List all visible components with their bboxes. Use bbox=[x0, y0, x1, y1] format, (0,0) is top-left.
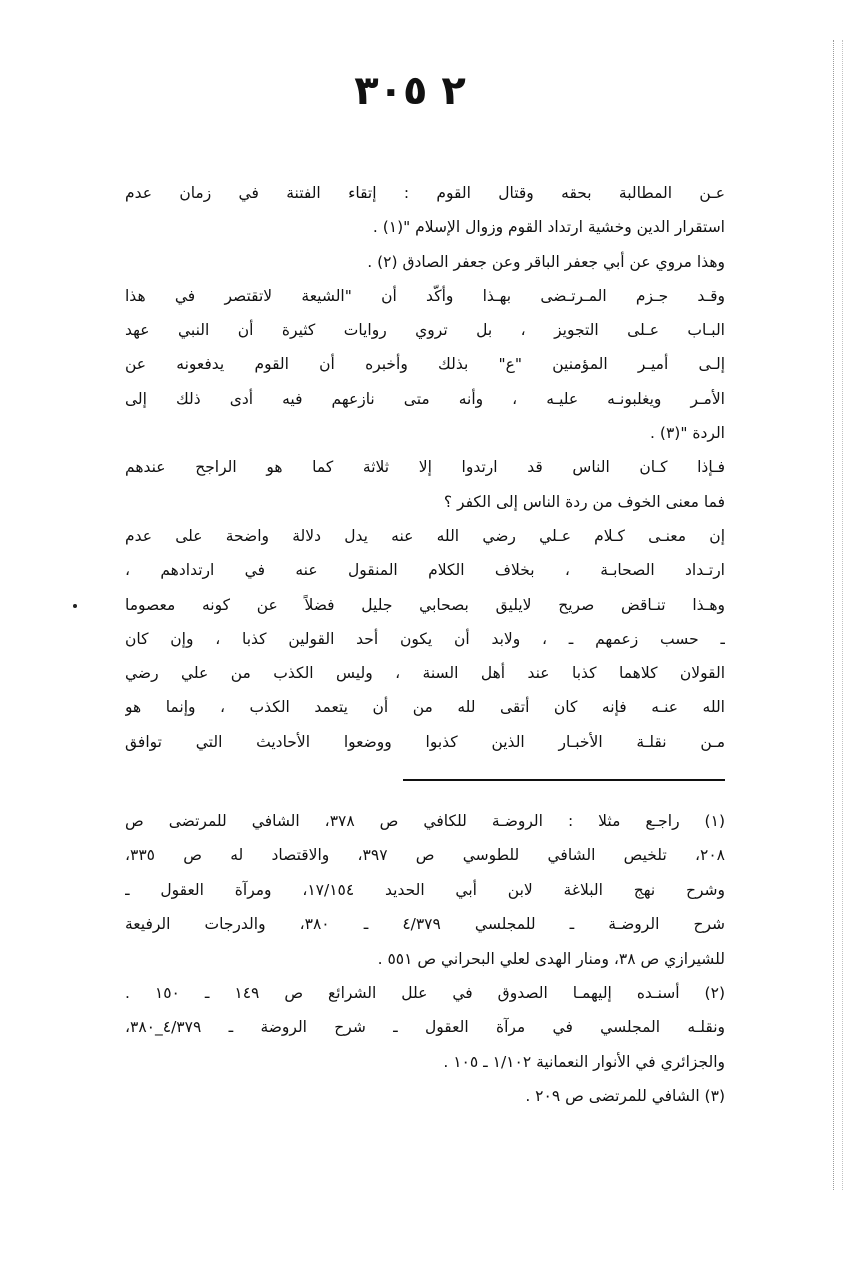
footnote-line: (٣) الشافي للمرتضى ص ٢٠٩ . bbox=[525, 1087, 725, 1106]
body-line: عـن المطالبة بحقه وقتال القوم : إتقاء الفتنة في زمان عدم bbox=[125, 184, 725, 202]
body-line: إن معنـى كـلام عـلي رضي الله عنه يدل دلالة واضحة على عدم bbox=[125, 526, 725, 545]
body-line: وقـد جـزم المـرتـضى بهـذا وأكّد أن "الشيعة لاتقتصر في هذا bbox=[125, 286, 725, 305]
body-line: مـن نقلـة الأخبـار الذين كذبوا ووضعوا الأحاديث التي توافق bbox=[125, 732, 725, 751]
page-number: ٢ ٣٠٥ bbox=[354, 68, 466, 114]
footnote-separator bbox=[403, 779, 725, 781]
footnote-line: للشيرازي ص ٣٨، ومنار الهدى لعلي البحراني ص ٥٥١ . bbox=[377, 949, 725, 968]
body-line: ارتـداد الصحابـة ، بخلاف الكلام المنقول عنه في ارتدادهم ، bbox=[125, 561, 725, 580]
body-line: القولان كلاهما كذبا عند أهل السنة ، وليس الكذب من علي رضي bbox=[125, 664, 725, 683]
footnote-line: ٢٠٨، تلخيص الشافي للطوسي ص ٣٩٧، والاقتصاد له ص ٣٣٥، bbox=[125, 846, 725, 865]
body-line: فـإذا كـان الناس قد ارتدوا إلا ثلاثة كما هو الراجح عندهم bbox=[125, 458, 725, 477]
body-line: إلـى أميـر المؤمنين "ع" بذلك وأخبره أن القوم يدفعونه عن bbox=[125, 355, 725, 374]
body-line: وهـذا تنـاقض صريح لايليق بصحابي جليل فضلاً عن كونه معصوما bbox=[125, 595, 725, 614]
footnote-line: (٢) أسنـده إليهمـا الصدوق في علل الشرائع ص ١٤٩ ـ ١٥٠ . bbox=[125, 983, 725, 1002]
footnote-line: (١) راجـع مثلا : الروضـة للكافي ص ٣٧٨، الشافي للمرتضى ص bbox=[125, 812, 725, 830]
body-line: الأمـر ويغلبونـه عليـه ، وأنه متى نازعهم فيه أدى ذلك إلى bbox=[125, 389, 725, 408]
body-line: ـ حسب زعمهم ـ ، ولابد أن يكون أحد القولين كذبا ، وإن كان bbox=[125, 629, 725, 648]
footnotes bbox=[125, 804, 725, 1114]
body-line: الردة "(٣) . bbox=[650, 424, 725, 443]
body-line: الله عنـه فإنه كان أتقى لله من أن يتعمد الكذب ، وإنما هو bbox=[125, 698, 725, 717]
body-line: فما معنى الخوف من ردة الناس إلى الكفر ؟ bbox=[443, 492, 725, 511]
footnote-line: ونقلـه المجلسي في مرآة العقول ـ شرح الروضة ـ ٤/٣٧٩_٣٨٠، bbox=[125, 1018, 725, 1037]
footnote-line: والجزائري في الأنوار النعمانية ١/١٠٢ ـ ١٠٥ . bbox=[443, 1052, 725, 1071]
body-line: البـاب عـلى التجويز ، بل تروي روايات كثيرة أن النبي عهد bbox=[125, 321, 725, 340]
body-text bbox=[125, 176, 725, 759]
body-line: وهذا مروي عن أبي جعفر الباقر وعن جعفر الصادق (٢) . bbox=[367, 252, 725, 271]
scan-edge-mark bbox=[833, 40, 834, 1190]
footnote-line: شرح الروضـة ـ للمجلسي ٤/٣٧٩ ـ ٣٨٠، والدرجات الرفيعة bbox=[125, 915, 725, 934]
footnote-line: وشرح نهج البلاغة لابن أبي الحديد ١٧/١٥٤، ومرآة العقول ـ bbox=[125, 880, 725, 899]
body-line: استقرار الدين وخشية ارتداد القوم وزوال الإسلام "(١) . bbox=[372, 218, 725, 237]
margin-speck bbox=[73, 604, 77, 608]
scan-edge-mark bbox=[842, 40, 843, 1190]
